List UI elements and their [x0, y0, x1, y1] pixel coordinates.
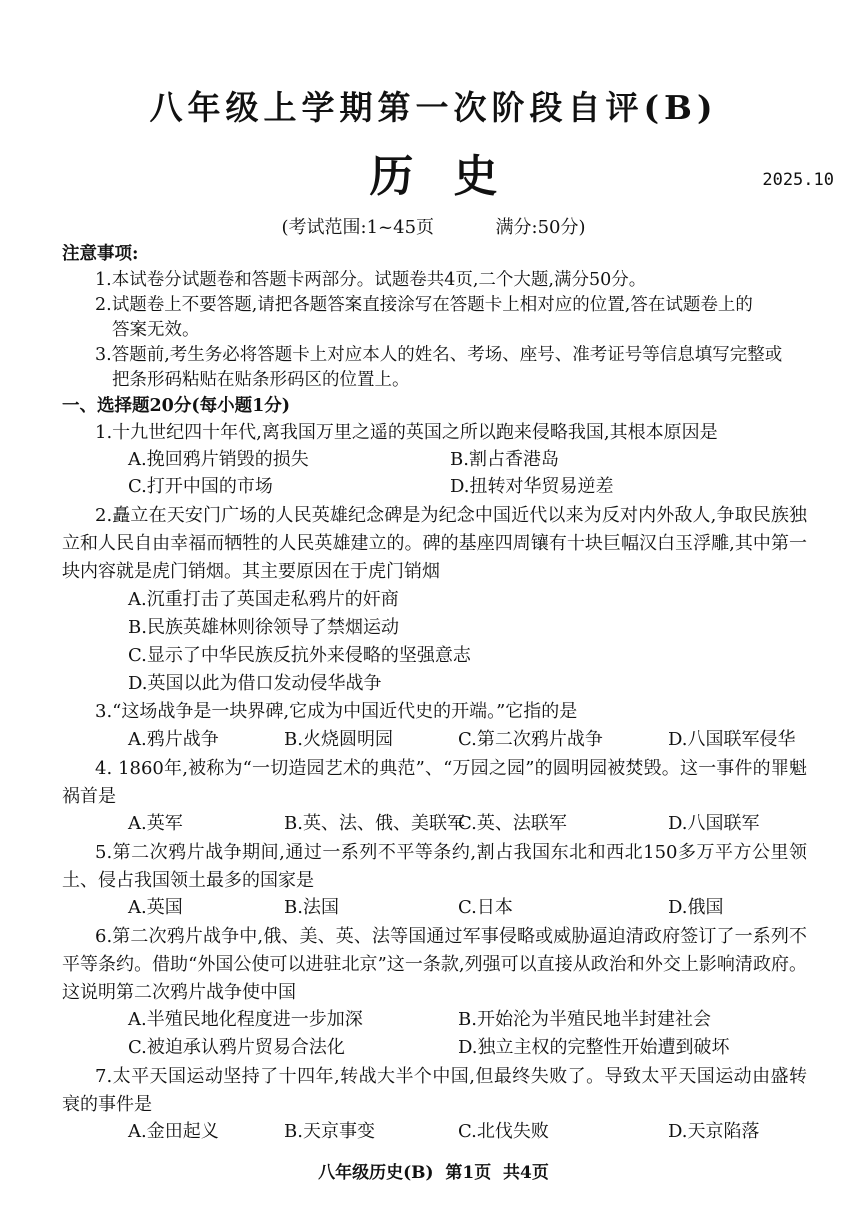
option: A.挽回鸦片销毁的损失 [128, 449, 309, 470]
option: B.火烧圆明园 [284, 729, 393, 750]
option: A.金田起义 [128, 1121, 219, 1142]
option: D.八国联军 [668, 813, 760, 834]
option: A.沉重打击了英国走私鸦片的奸商 [128, 589, 399, 610]
option: A.英军 [128, 813, 183, 834]
exam-range: (考试范围:1~45页 [281, 217, 435, 238]
option: C.英、法联军 [458, 813, 567, 834]
notes-heading: 注意事项: [62, 244, 139, 264]
option: B.英、法、俄、美联军 [284, 813, 465, 834]
option: D.英国以此为借口发动侵华战争 [128, 673, 382, 694]
option: D.独立主权的完整性开始遭到破坏 [458, 1037, 730, 1058]
note-item: 答案无效。 [112, 320, 200, 340]
option: D.扭转对华贸易逆差 [450, 476, 614, 497]
option: D.天京陷落 [668, 1121, 760, 1142]
question-stem: 1.十九世纪四十年代,离我国万里之遥的英国之所以跑来侵略我国,其根本原因是 [95, 422, 718, 443]
question-stem: 6.第二次鸦片战争中,俄、美、英、法等国通过军事侵略或威胁逼迫清政府签订了一系列不平等条约。借助“外国公使可以进驻北京”这一条款,列强可以直接从政治和外交上影响清政府。这说明第二次鸦片战争使中国 [62, 926, 807, 1003]
exam-date: 2025.10 [762, 170, 834, 190]
option: B.开始沦为半殖民地半封建社会 [458, 1009, 711, 1030]
question-stem: 7.太平天国运动坚持了十四年,转战大半个中国,但最终失败了。导致太平天国运动由盛转衰的事件是 [62, 1066, 807, 1115]
note-item: 把条形码粘贴在贴条形码区的位置上。 [112, 370, 410, 390]
option: C.显示了中华民族反抗外来侵略的坚强意志 [128, 645, 471, 666]
question-stem: 2.矗立在天安门广场的人民英雄纪念碑是为纪念中国近代以来为反对内外敌人,争取民族独立和人民自由幸福而牺牲的人民英雄建立的。碑的基座四周镶有十块巨幅汉白玉浮雕,其中第一块内容就是虎门销烟。其主要原因在于虎门销烟 [62, 505, 807, 582]
option: C.日本 [458, 897, 513, 918]
option: B.法国 [284, 897, 339, 918]
option: D.俄国 [668, 897, 724, 918]
full-score: 满分:50分) [495, 217, 586, 238]
option: A.英国 [128, 897, 183, 918]
subject-title: 历史 [369, 151, 538, 202]
option: C.第二次鸦片战争 [458, 729, 603, 750]
option: C.被迫承认鸦片贸易合法化 [128, 1037, 345, 1058]
option: D.八国联军侵华 [668, 729, 796, 750]
note-item: 3.答题前,考生务必将答题卡上对应本人的姓名、考场、座号、准考证号等信息填写完整或 [95, 345, 783, 365]
note-item: 1.本试卷分试题卷和答题卡两部分。试题卷共4页,二个大题,满分50分。 [95, 270, 647, 290]
exam-title: 八年级上学期第一次阶段自评(B) [149, 88, 718, 127]
note-item: 2.试题卷上不要答题,请把各题答案直接涂写在答题卡上相对应的位置,答在试题卷上的 [95, 295, 753, 315]
section-heading: 一、选择题20分(每小题1分) [62, 396, 291, 416]
option: B.民族英雄林则徐领导了禁烟运动 [128, 617, 399, 638]
page-footer: 八年级历史(B) 第1页 共4页 [318, 1163, 549, 1183]
question-stem: 5.第二次鸦片战争期间,通过一系列不平等条约,割占我国东北和西北150多万平方公里领土、侵占我国领土最多的国家是 [62, 842, 807, 891]
option: C.打开中国的市场 [128, 476, 273, 497]
exam-range-line [0, 213, 867, 239]
option: C.北伐失败 [458, 1121, 549, 1142]
option: A.半殖民地化程度进一步加深 [128, 1009, 363, 1030]
option: B.天京事变 [284, 1121, 375, 1142]
option: A.鸦片战争 [128, 729, 219, 750]
question-stem: 3.“这场战争是一块界碑,它成为中国近代史的开端。”它指的是 [95, 701, 578, 722]
option: B.割占香港岛 [450, 449, 559, 470]
question-stem: 4. 1860年,被称为“一切造园艺术的典范”、“万园之园”的圆明园被焚毁。这一事件的罪魁祸首是 [62, 758, 807, 807]
